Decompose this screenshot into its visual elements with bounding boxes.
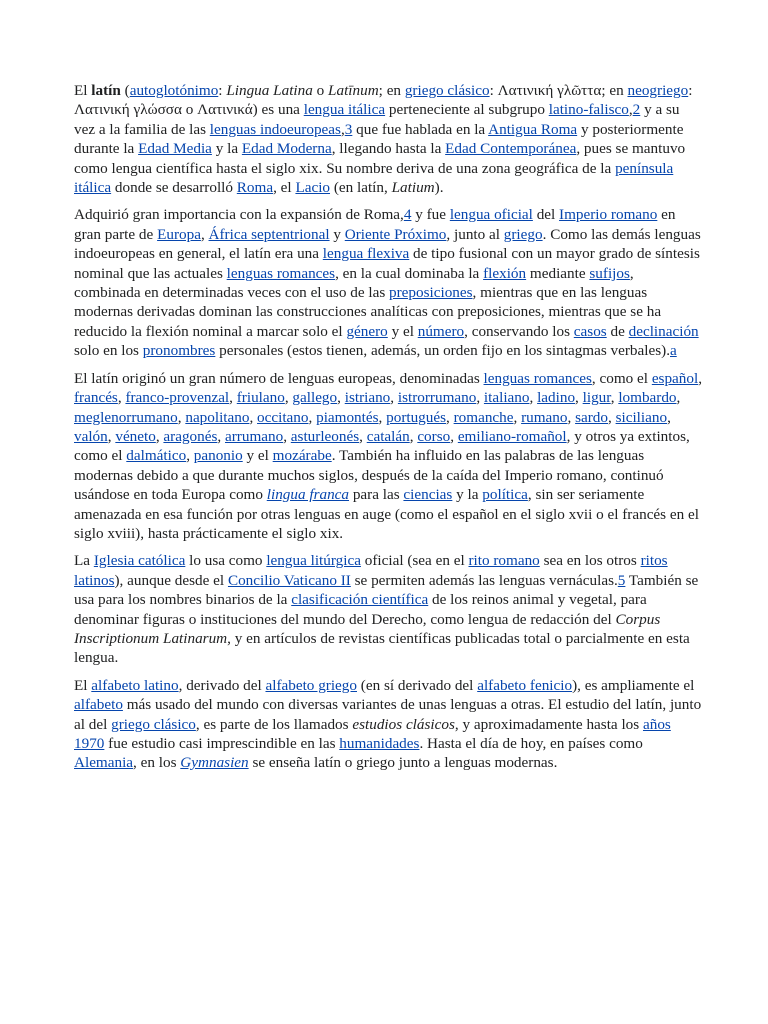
link-mozarabe[interactable]: mozárabe bbox=[272, 447, 332, 465]
link-ligur[interactable]: ligur bbox=[582, 389, 611, 407]
link-siciliano[interactable]: siciliano bbox=[615, 408, 668, 426]
text-run: , bbox=[359, 427, 367, 445]
text-run: El latín originó un gran número de lenguas europeas, denominadas bbox=[74, 369, 484, 387]
paragraph-4 bbox=[74, 551, 702, 667]
link-piamontes[interactable]: piamontés bbox=[316, 408, 379, 426]
link-griego[interactable]: griego bbox=[503, 225, 543, 243]
link-3[interactable]: 3 bbox=[344, 120, 353, 138]
text-run: se enseña latín o griego junto a lenguas modernas. bbox=[248, 754, 558, 772]
text-run: , llegando hasta la bbox=[331, 140, 446, 158]
text-run: : bbox=[218, 82, 227, 99]
text-run: se permiten además las lenguas vernáculas. bbox=[350, 571, 618, 589]
link-lenguas-romances[interactable]: lenguas romances bbox=[483, 369, 592, 387]
text-run: o bbox=[312, 82, 329, 99]
text-run: , bbox=[667, 408, 671, 426]
text-run: del bbox=[532, 206, 560, 224]
link-africa-septentrional[interactable]: África septentrional bbox=[208, 225, 330, 243]
link-2[interactable]: 2 bbox=[632, 101, 641, 119]
link-4[interactable]: 4 bbox=[403, 206, 412, 224]
link-espanol[interactable]: español bbox=[651, 369, 699, 387]
text-run: , bbox=[610, 389, 619, 407]
text-run: ). bbox=[434, 179, 444, 197]
text-run: y fue bbox=[411, 206, 450, 224]
link-iglesia-catolica[interactable]: Iglesia católica bbox=[93, 552, 186, 570]
text-run: También se usa para los nombres binarios de la bbox=[74, 571, 699, 609]
text-run: ( bbox=[120, 82, 130, 99]
link-alemania[interactable]: Alemania bbox=[74, 754, 134, 772]
link-alfabeto-fenicio[interactable]: alfabeto fenicio bbox=[477, 676, 573, 694]
link-a[interactable]: a bbox=[670, 342, 677, 360]
link-catalan[interactable]: catalán bbox=[366, 427, 410, 445]
link-genero[interactable]: género bbox=[346, 322, 388, 340]
link-neogriego[interactable]: neogriego bbox=[627, 82, 689, 99]
link-asturleones[interactable]: asturleonés bbox=[290, 427, 360, 445]
text-run: , derivado del bbox=[178, 676, 266, 694]
link-politica[interactable]: política bbox=[482, 486, 528, 504]
link-italiano[interactable]: italiano bbox=[483, 389, 530, 407]
link-concilio-vaticano-ii[interactable]: Concilio Vaticano II bbox=[227, 571, 351, 589]
text-run: , bbox=[676, 389, 681, 407]
link-panonio[interactable]: panonio bbox=[193, 447, 243, 465]
link-friulano[interactable]: friulano bbox=[236, 389, 285, 407]
paragraph-3 bbox=[74, 369, 702, 544]
link-sardo[interactable]: sardo bbox=[575, 408, 608, 426]
text-run: , bbox=[340, 120, 345, 138]
text-run: de bbox=[606, 322, 629, 340]
link-meglenorrumano[interactable]: meglenorrumano bbox=[74, 408, 178, 426]
text-run: ), aunque desde el bbox=[114, 571, 228, 589]
link-arrumano[interactable]: arrumano bbox=[225, 427, 284, 445]
link-autoglotonimo[interactable]: autoglotónimo bbox=[129, 82, 219, 99]
text-run: , y en artículos de revistas científicas publicadas total o parcialmente en esta lengua. bbox=[74, 629, 690, 667]
text-run: . También ha influido en las palabras de las lenguas modernas debido a que durante muchos siglos, después de la caída del Imperio romano, continuó usándose en toda Europa como bbox=[74, 447, 664, 504]
text-run: ; en bbox=[378, 82, 405, 99]
text-run: , el bbox=[273, 179, 296, 197]
link-roma[interactable]: Roma bbox=[236, 179, 274, 197]
link-gallego[interactable]: gallego bbox=[292, 389, 338, 407]
text-run: y el bbox=[387, 322, 418, 340]
text-run: , bbox=[513, 408, 522, 426]
italic-term: Latīnum bbox=[328, 82, 379, 99]
text-run: mediante bbox=[526, 264, 590, 282]
text-run: , bbox=[249, 408, 258, 426]
text-run: donde se desarrolló bbox=[111, 179, 237, 197]
text-run: , bbox=[284, 389, 293, 407]
link-oriente-proximo[interactable]: Oriente Próximo bbox=[344, 225, 447, 243]
text-run: , bbox=[409, 427, 418, 445]
link-alfabeto-griego[interactable]: alfabeto griego bbox=[265, 676, 357, 694]
text-run: , bbox=[446, 408, 454, 426]
link-dalmatico[interactable]: dalmático bbox=[126, 447, 187, 465]
link-europa[interactable]: Europa bbox=[157, 225, 201, 243]
text-run: fue estudio casi imprescindible en las bbox=[104, 735, 340, 752]
link-edad-contemporanea[interactable]: Edad Contemporánea bbox=[445, 140, 577, 158]
link-corso[interactable]: corso bbox=[417, 427, 451, 445]
text-run: , en los bbox=[133, 754, 181, 772]
text-run: , bbox=[117, 389, 126, 407]
text-run: , como el bbox=[591, 369, 652, 387]
text-run: y posteriormente durante la bbox=[74, 120, 684, 158]
text-run: El bbox=[74, 676, 92, 694]
link-5[interactable]: 5 bbox=[617, 571, 626, 589]
text-run: que fue hablada en la bbox=[352, 120, 489, 138]
text-run: , bbox=[200, 225, 209, 243]
link-frances[interactable]: francés bbox=[74, 389, 118, 407]
text-run: , bbox=[608, 408, 616, 426]
text-run: solo en los bbox=[74, 342, 143, 360]
text-run: , bbox=[229, 389, 237, 407]
link-istrorrumano[interactable]: istrorrumano bbox=[397, 389, 477, 407]
paragraph-1 bbox=[74, 81, 702, 197]
text-run: sea en los otros bbox=[539, 552, 641, 570]
text-run: Adquirió gran importancia con la expansión de Roma, bbox=[74, 206, 404, 224]
text-run: El bbox=[74, 82, 92, 99]
text-run: , y otros ya extintos, como el bbox=[74, 427, 690, 465]
text-run: , bbox=[337, 389, 345, 407]
link-veneto[interactable]: véneto bbox=[115, 427, 156, 445]
link-portugues[interactable]: portugués bbox=[386, 408, 447, 426]
text-run: (en latín, bbox=[330, 179, 392, 197]
link-franco-provenzal[interactable]: franco-provenzal bbox=[125, 389, 230, 407]
link-napolitano[interactable]: napolitano bbox=[185, 408, 250, 426]
text-run: La bbox=[74, 552, 94, 570]
text-run: , bbox=[575, 389, 583, 407]
link-numero[interactable]: número bbox=[417, 322, 465, 340]
link-ladino[interactable]: ladino bbox=[537, 389, 576, 407]
link-edad-media[interactable]: Edad Media bbox=[138, 140, 212, 158]
text-run: , bbox=[390, 389, 398, 407]
text-run: , bbox=[177, 408, 186, 426]
text-run: , bbox=[155, 427, 164, 445]
text-run: lo usa como bbox=[185, 552, 267, 570]
link-ritos-latinos[interactable]: ritos latinos bbox=[74, 552, 668, 589]
link-lacio[interactable]: Lacio bbox=[295, 179, 331, 197]
text-run: y el bbox=[242, 447, 273, 465]
link-pronombres[interactable]: pronombres bbox=[142, 342, 216, 360]
link-lenguas-romances[interactable]: lenguas romances bbox=[226, 264, 336, 282]
link-lengua-italica[interactable]: lengua itálica bbox=[303, 101, 386, 119]
text-run: , pues se mantuvo como lengua científica hasta el siglo xix. Su nombre deriva de una zona geográfica de la bbox=[74, 140, 686, 177]
text-run: más usado del mundo con diversas variantes de unas lenguas a otras. El estudio del latín, junto al del bbox=[74, 696, 702, 733]
link-peninsula-italica[interactable]: península itálica bbox=[74, 159, 674, 197]
text-run: , bbox=[450, 427, 458, 445]
link-humanidades[interactable]: humanidades bbox=[339, 735, 420, 752]
text-run: y a su vez a la familia de las bbox=[74, 101, 680, 138]
italic-term: Latium bbox=[391, 179, 435, 197]
link-lingua-franca[interactable]: lingua franca bbox=[266, 486, 350, 504]
text-run: personales (estos tienen, además, un orden fijo en los sintagmas verbales). bbox=[215, 342, 670, 360]
bold-term: latín bbox=[91, 82, 121, 99]
text-run: y la bbox=[211, 140, 242, 158]
link-lombardo[interactable]: lombardo bbox=[618, 389, 677, 407]
text-run: de tipo fusional con un mayor grado de síntesis nominal que las actuales bbox=[74, 245, 700, 282]
text-run: , es parte de los llamados bbox=[195, 715, 353, 733]
link-antigua-roma[interactable]: Antigua Roma bbox=[488, 120, 578, 138]
text-run: y bbox=[329, 225, 345, 243]
text-run: , bbox=[107, 427, 116, 445]
text-run: , y aproximadamente hasta los bbox=[454, 715, 643, 733]
text-run: , combinada en determinadas veces con el uso de las bbox=[74, 264, 634, 302]
link-preposiciones[interactable]: preposiciones bbox=[389, 284, 473, 302]
link-alfabeto[interactable]: alfabeto bbox=[74, 696, 123, 714]
link-declinacion[interactable]: declinación bbox=[628, 322, 699, 340]
text-run: , bbox=[628, 101, 633, 119]
italic-term: Corpus Inscriptionum Latinarum bbox=[74, 610, 661, 647]
link-emiliano-romanol[interactable]: emiliano-romañol bbox=[457, 427, 567, 445]
text-run: , junto al bbox=[446, 225, 504, 243]
text-run: , bbox=[283, 427, 291, 445]
text-run: perteneciente al subgrupo bbox=[385, 101, 549, 119]
text-run: para las bbox=[349, 486, 404, 504]
text-run: , bbox=[698, 369, 703, 387]
text-run: : Λατινική γλώσσα o Λατινικά) es una bbox=[74, 82, 693, 119]
text-run: , bbox=[529, 389, 538, 407]
italic-term: Lingua Latina bbox=[226, 82, 313, 99]
text-run: , bbox=[308, 408, 317, 426]
text-run: , bbox=[567, 408, 576, 426]
link-lengua-liturgica[interactable]: lengua litúrgica bbox=[266, 552, 361, 570]
text-run: (en sí derivado del bbox=[357, 676, 478, 694]
link-griego-clasico[interactable]: griego clásico bbox=[111, 715, 196, 733]
text-run: , bbox=[217, 427, 225, 445]
text-run: en gran parte de bbox=[74, 206, 676, 243]
link-flexion[interactable]: flexión bbox=[483, 264, 527, 282]
text-run: , bbox=[186, 447, 194, 465]
text-run: , bbox=[378, 408, 387, 426]
link-sufijos[interactable]: sufijos bbox=[589, 264, 630, 282]
text-run: , sin ser seriamente amenazada en esa función por otras lenguas en auge (como el español en el siglo xvii o el francés en el siglo xviii), hasta prácticamente el siglo xix. bbox=[74, 486, 699, 542]
text-run: , bbox=[476, 389, 484, 407]
link-rumano[interactable]: rumano bbox=[521, 408, 568, 426]
link-rito-romano[interactable]: rito romano bbox=[468, 552, 540, 570]
link-gymnasien[interactable]: Gymnasien bbox=[180, 754, 249, 772]
text-run: de los reinos animal y vegetal, para denominar figuras o instituciones del mundo del Derecho, como lengua de redacción del bbox=[74, 591, 647, 628]
link-romanche[interactable]: romanche bbox=[453, 408, 514, 426]
link-lenguas-indoeuropeas[interactable]: lenguas indoeuropeas bbox=[209, 120, 341, 138]
text-run: : Λατινική γλῶττα; en bbox=[489, 82, 628, 99]
text-run: ), es ampliamente el bbox=[572, 676, 695, 694]
text-run: , conservando los bbox=[464, 322, 574, 340]
text-run: . Hasta el día de hoy, en países como bbox=[419, 735, 643, 752]
link-alfabeto-latino[interactable]: alfabeto latino bbox=[91, 676, 179, 694]
italic-term: estudios clásicos bbox=[352, 715, 455, 733]
link-lengua-flexiva[interactable]: lengua flexiva bbox=[322, 245, 410, 263]
link-valon[interactable]: valón bbox=[74, 427, 108, 445]
link-aragones[interactable]: aragonés bbox=[163, 427, 218, 445]
paragraph-5 bbox=[74, 676, 702, 773]
text-run: . Como las demás lenguas indoeuropeas en general, el latín era una bbox=[74, 225, 701, 263]
link-griego-clasico[interactable]: griego clásico bbox=[404, 82, 490, 99]
link-latino-falisco[interactable]: latino-falisco bbox=[548, 101, 629, 119]
link-ciencias[interactable]: ciencias bbox=[403, 486, 453, 504]
text-run: , mientras que en las lenguas modernas derivadas dominan las construcciones analíticas con preposiciones, mientras que se ha reducido la flexión nominal a marcar solo el bbox=[74, 284, 662, 340]
link-lengua-oficial[interactable]: lengua oficial bbox=[449, 206, 533, 224]
link-clasificacion-cientifica[interactable]: clasificación científica bbox=[291, 591, 429, 609]
text-run: oficial (sea en el bbox=[360, 552, 469, 570]
link-edad-moderna[interactable]: Edad Moderna bbox=[241, 140, 332, 158]
text-run: y la bbox=[452, 486, 483, 504]
paragraph-2 bbox=[74, 205, 702, 360]
link-occitano[interactable]: occitano bbox=[257, 408, 309, 426]
link-casos[interactable]: casos bbox=[573, 322, 607, 340]
link-anos-1970[interactable]: años 1970 bbox=[74, 715, 671, 752]
link-istriano[interactable]: istriano bbox=[344, 389, 391, 407]
text-run: , en la cual dominaba la bbox=[335, 264, 484, 282]
link-imperio-romano[interactable]: Imperio romano bbox=[559, 206, 658, 224]
